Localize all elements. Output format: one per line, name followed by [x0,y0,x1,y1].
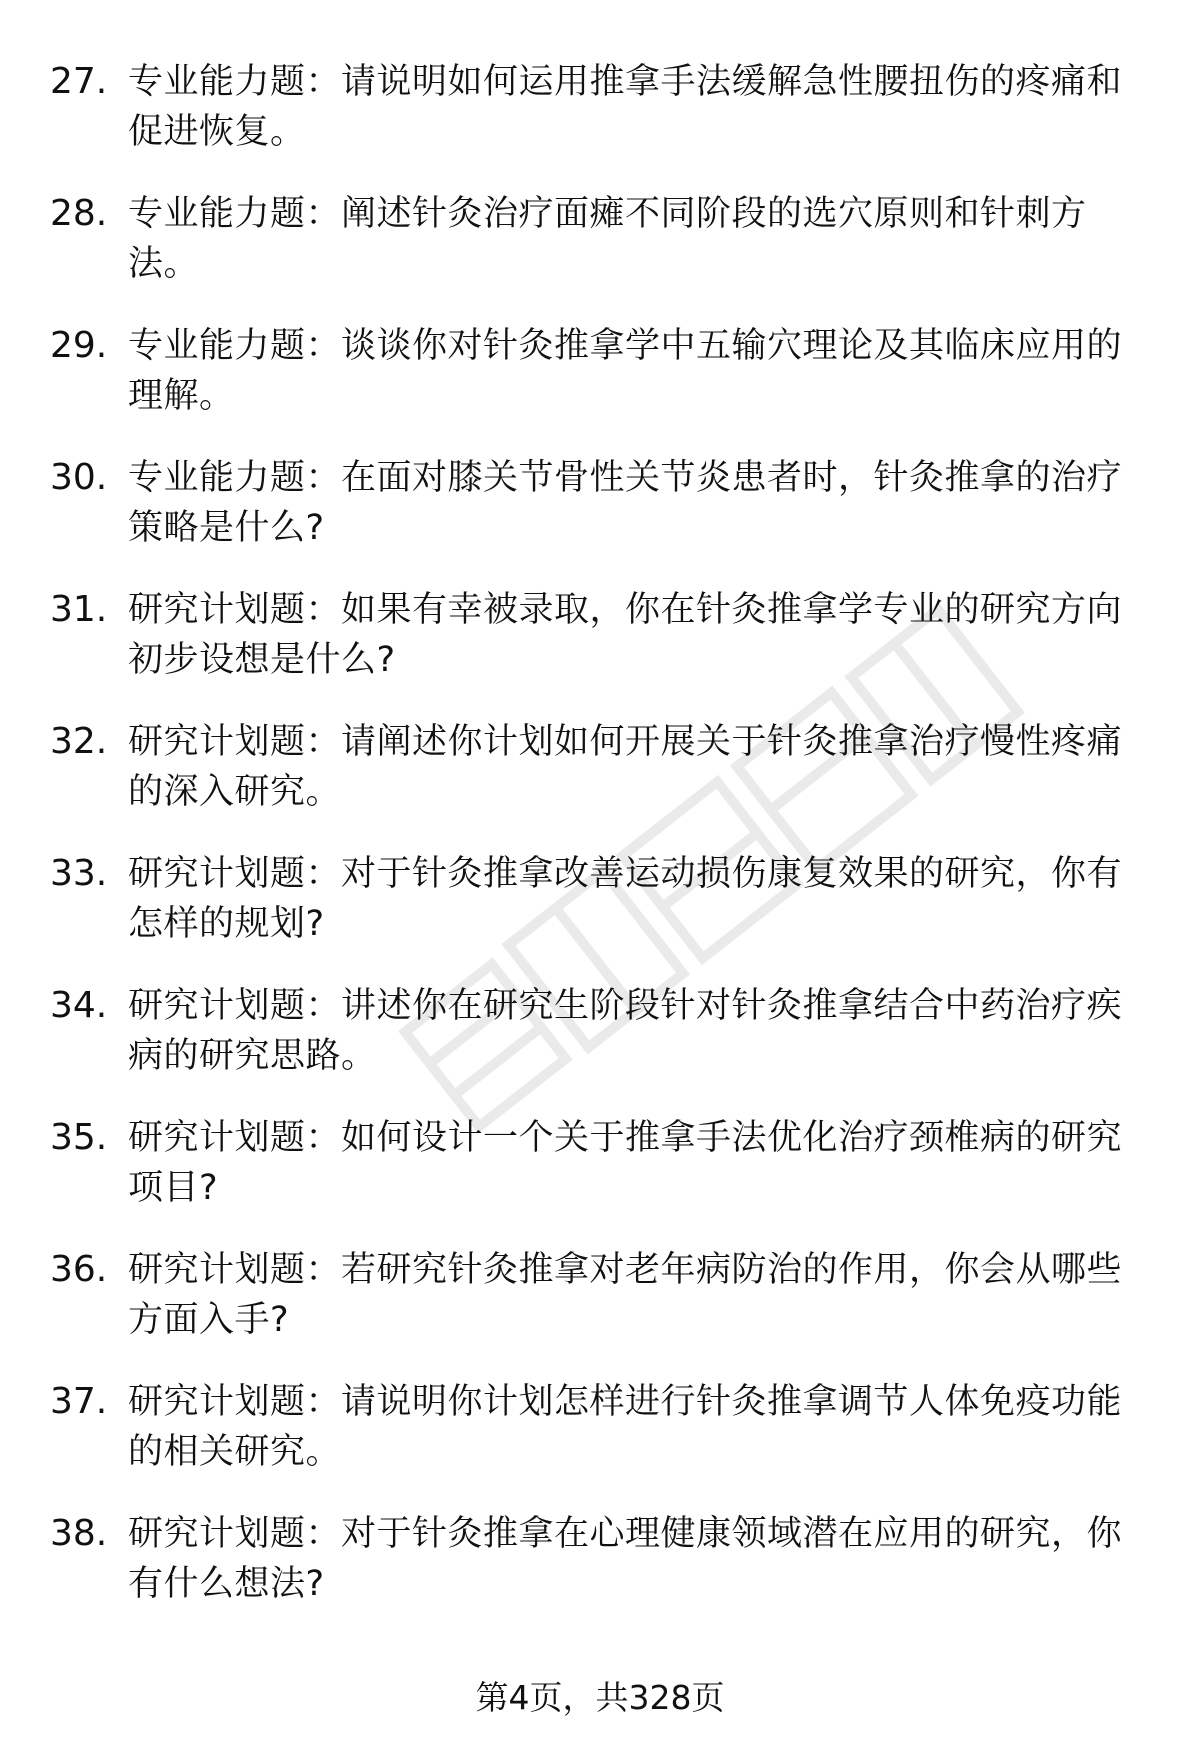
question-text: 专业能力题：阐述针灸治疗面瘫不同阶段的选穴原则和针刺方法。 [128,194,1087,284]
question-number: 37. [50,1381,108,1422]
question-item [0,981,1200,1113]
page-number: 第4页，共328页 [475,1678,725,1717]
question-item [0,849,1200,981]
question-text: 专业能力题：请说明如何运用推拿手法缓解急性腰扭伤的疼痛和促进恢复。 [128,62,1123,152]
question-text: 专业能力题：在面对膝关节骨性关节炎患者时，针灸推拿的治疗策略是什么? [128,458,1123,548]
question-number: 28. [50,193,108,234]
question-number: 32. [50,721,108,762]
question-item [0,1509,1200,1641]
question-item [0,717,1200,849]
question-number: 34. [50,985,108,1026]
question-number: 31. [50,589,108,630]
question-number: 29. [50,325,108,366]
question-number: 38. [50,1513,108,1554]
question-item [0,453,1200,585]
question-item [0,321,1200,453]
question-number: 33. [50,853,108,894]
question-item [0,1245,1200,1377]
question-text: 研究计划题：对于针灸推拿改善运动损伤康复效果的研究，你有怎样的规划? [128,854,1123,944]
question-item [0,585,1200,717]
question-text: 研究计划题：若研究针灸推拿对老年病防治的作用，你会从哪些方面入手? [128,1250,1123,1340]
question-number: 35. [50,1117,108,1158]
question-text: 研究计划题：如何设计一个关于推拿手法优化治疗颈椎病的研究项目? [128,1118,1123,1208]
question-item [0,1113,1200,1245]
question-text: 研究计划题：讲述你在研究生阶段针对针灸推拿结合中药治疗疾病的研究思路。 [128,986,1123,1076]
question-text: 专业能力题：谈谈你对针灸推拿学中五输穴理论及其临床应用的理解。 [128,326,1123,416]
question-text: 研究计划题：如果有幸被录取，你在针灸推拿学专业的研究方向初步设想是什么? [128,590,1123,680]
question-text: 研究计划题：请阐述你计划如何开展关于针灸推拿治疗慢性疼痛的深入研究。 [128,722,1123,812]
question-item [0,1377,1200,1509]
question-text: 研究计划题：请说明你计划怎样进行针灸推拿调节人体免疫功能的相关研究。 [128,1382,1123,1472]
question-number: 30. [50,457,108,498]
question-text: 研究计划题：对于针灸推拿在心理健康领域潜在应用的研究，你有什么想法? [128,1514,1123,1604]
question-item [0,57,1200,189]
question-number: 27. [50,61,108,102]
question-item [0,189,1200,321]
question-number: 36. [50,1249,108,1290]
question-list [0,57,1200,1641]
